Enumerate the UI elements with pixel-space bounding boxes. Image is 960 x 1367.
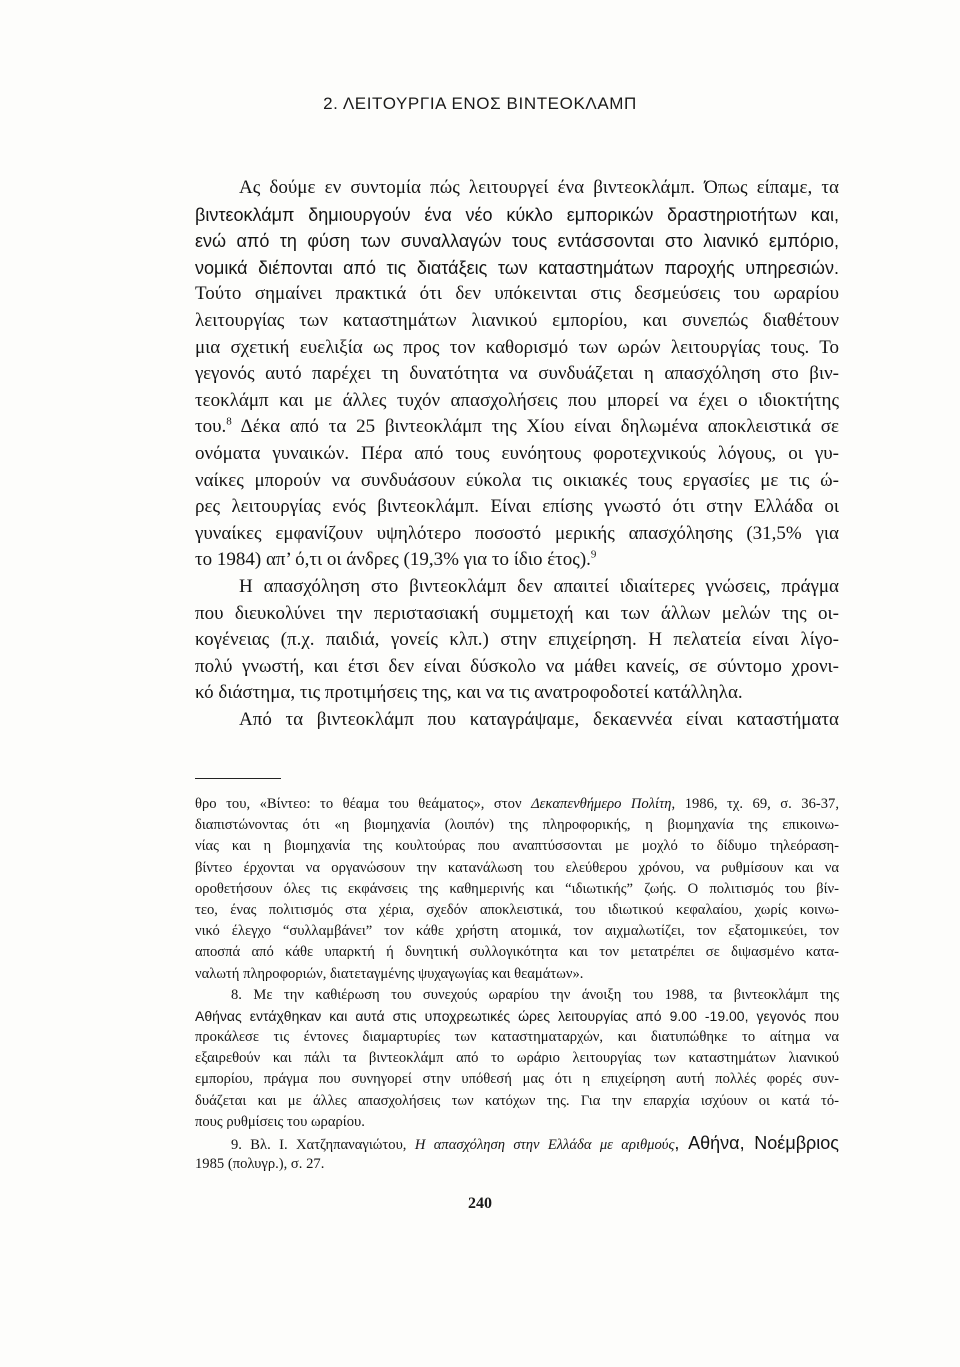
body-line-segment: του.: [195, 416, 227, 438]
body-line: κογένειας (π.χ. παιδιά, γονείς κλπ.) στην επιχείρηση. Η πελατεία είναι λίγο-: [195, 629, 839, 651]
footnote-line: διαπιστώνοντας ότι «η βιομηχανία (λοιπόν) της πληροφορικής, η βιομηχανία της επικοινω-: [195, 817, 839, 834]
footnote-italic: Δεκαπενθήμερο Πολίτη: [531, 796, 672, 812]
body-line: [195, 547, 839, 574]
page-number: 240: [468, 1195, 492, 1212]
body-line: ρες λειτουργίας ενός βιντεοκλάμπ. Είναι επίσης γνωστό ότι στην Ελλάδα οι: [195, 496, 839, 518]
body-line: μια σχετική ευελιξία ως προς τον καθορισμό των ωρών λειτουργίας τους. Το: [195, 336, 839, 358]
body-line: ναίκες μπορούν να συνδυάσουν εύκολα τις οικιακές τους εργασίες με τις ώ-: [195, 469, 839, 491]
footnote-8-line: 8. Με την καθιέρωση του συνεχούς ωραρίου την άνοιξη του 1988, τα βιντεοκλάμπ της: [231, 986, 839, 1003]
footnote-segment: 9. Βλ. Ι. Χατζηπαναγιώτου,: [231, 1137, 415, 1153]
body-line: που διευκολύνει την περιστασιακή συμμετοχή και των άλλων μελών της οι-: [195, 602, 839, 624]
body-line: πολύ γνωστή, και έτσι δεν είναι δύσκολο να μάθει κανείς, σε σύντομο χρονι-: [195, 655, 839, 677]
footnote-line: πους ρυθμίσεις του ωραρίου.: [195, 1113, 365, 1130]
body-line: γεγονός αυτό παρέχει τη δυνατότητα να συνδυάζεται η απασχόληση στο βιν-: [195, 363, 839, 385]
footnote-line: ναλωτή πληροφοριών, διατεταγμένης ψυχαγωγίας και θεαμάτων».: [195, 965, 584, 982]
footnote-line: νικό έλεγχο “συλλαμβάνει” τον κάθε χρήστη ατομικά, τον αιχμαλωτίζει, τον εξατομικεύει, τον: [195, 923, 839, 940]
footnote-line: οροθετήσουν όλες τις εκφάνσεις της καθημερινής και “ιδιωτικής” ζωής. Ο πολιτισμός του βίν-: [195, 880, 839, 897]
footnote-segment: , 1986, τχ. 69, σ. 36-37,: [671, 796, 839, 812]
footnote-line: προκάλεσε τις έντονες διαμαρτυρίες των καταστηματαρχών, και διατυπώθηκε το αίτημα να: [195, 1029, 839, 1046]
body-text: [195, 175, 839, 733]
body-line: Η απασχόληση στο βιντεοκλάμπ δεν απαιτεί ιδιαίτερες γνώσεις, πράγμα: [239, 575, 839, 597]
body-line: Τούτο σημαίνει πρακτικά ότι δεν υπόκεινται στις δεσμεύσεις του ωραρίου: [195, 283, 839, 305]
footnote-line: δυάζεται και με άλλες απασχολήσεις των κατόχων της. Για την επαρχία ισχύουν οι κατά τό-: [195, 1092, 839, 1109]
body-line: λειτουργίας των καταστημάτων λιανικού εμπορίου, και συνεπώς διαθέτουν: [195, 309, 839, 331]
body-line: Από τα βιντεοκλάμπ που καταγράψαμε, δεκαεννέα είναι καταστήματα: [239, 708, 839, 730]
body-line: [195, 414, 839, 441]
footnote-line: εξαιρεθούν και πάλι τα βιντεοκλάμπ από το ωράριο λειτουργίας των καταστημάτων λιανικού: [195, 1050, 839, 1067]
footnote-line: [195, 794, 839, 815]
footnote-line: νίας και η βιομηχανία της κουλτούρας που αναπτύσσονται με μοχλό το δίδυμο τηλεόραση-: [195, 838, 839, 855]
footnote-line: βίντεο έρχονται να οργανώσουν την κατανάλωση του ελεύθερου χρόνου, να ρυθμίσουν και να: [195, 859, 839, 876]
footnote-line: Αθήνας εντάχθηκαν και αυτά στις υποχρεωτικές ώρες λειτουργίας από 9.00 -19.00, γεγονός που: [195, 1007, 839, 1024]
body-line: ενώ από τη φύση των συναλλαγών τους εντάσσονται στο λιανικό εμπόριο,: [195, 231, 839, 252]
footnote-italic: Η απασχόληση στην Ελλάδα με αριθμούς: [414, 1137, 675, 1153]
body-line: νομικά διέπονται από τις διατάξεις των καταστημάτων παροχής υπηρεσιών.: [195, 257, 839, 278]
body-line: ονόματα γυναικών. Πέρα από τους ευνόητους φοροτεχνικούς λόγους, οι γυ-: [195, 442, 839, 464]
footnote-line: 1985 (πολυγρ.), σ. 27.: [195, 1156, 325, 1173]
footnote-line: τεο, ένας πολιτισμός στα χέρια, σχεδόν αποκλειστικά, του ιδιωτικού κεφαλαίου, χωρίς κοινω-: [195, 901, 839, 918]
footnote-line: αποσπά από κάθε υπαρκτή ή δυνητική συλλογικότητα και τον μετατρέπει σε διψασμένο κατα-: [195, 944, 839, 961]
footnotes: [195, 794, 839, 1175]
footnote-line: εμπορίου, πράγμα που συνηγορεί στην υπόθεσή μας ότι η επιχείρηση αυτή πολλές φορές συν-: [195, 1071, 839, 1088]
body-line-segment: το 1984) απ’ ό,τι οι άνδρες (19,3% για το ίδιο έτος).: [195, 549, 591, 571]
body-line: βιντεοκλάμπ δημιουργούν ένα νέο κύκλο εμπορικών δραστηριοτήτων και,: [195, 204, 839, 225]
body-line: γυναίκες εμφανίζουν υψηλότερο ποσοστό μερικής απασχόλησης (31,5% για: [195, 522, 839, 544]
footnote-9-line: [195, 1133, 839, 1154]
body-line: Ας δούμε εν συντομία πώς λειτουργεί ένα βιντεοκλάμπ. Όπως είπαμε, τα: [239, 177, 839, 198]
running-head: 2. ΛΕΙΤΟΥΡΓΙΑ ΕΝΟΣ ΒΙΝΤΕΟΚΛΑΜΠ: [323, 94, 637, 113]
footnote-segment: , Αθήνα, Νοέμβριος: [674, 1133, 839, 1153]
body-line: κό διάστημα, τις προτιμήσεις της, και να τις ανατροφοδοτεί κατάλληλα.: [195, 682, 743, 704]
footnote-segment: θρο του, «Βίντεο: το θέαμα του θεάματος», στον: [195, 796, 532, 812]
body-line: τεοκλάμπ και με άλλες τυχόν απασχολήσεις που μπορεί να έχει ο ιδιοκτήτης: [195, 389, 839, 411]
footnote-rule: [195, 778, 281, 779]
footnote-ref-8: 8: [226, 416, 232, 429]
footnote-ref-9: 9: [590, 548, 597, 561]
body-line-segment: Δέκα από τα 25 βιντεοκλάμπ της Χίου είναι δηλωμένα αποκλειστικά σε: [231, 416, 839, 438]
